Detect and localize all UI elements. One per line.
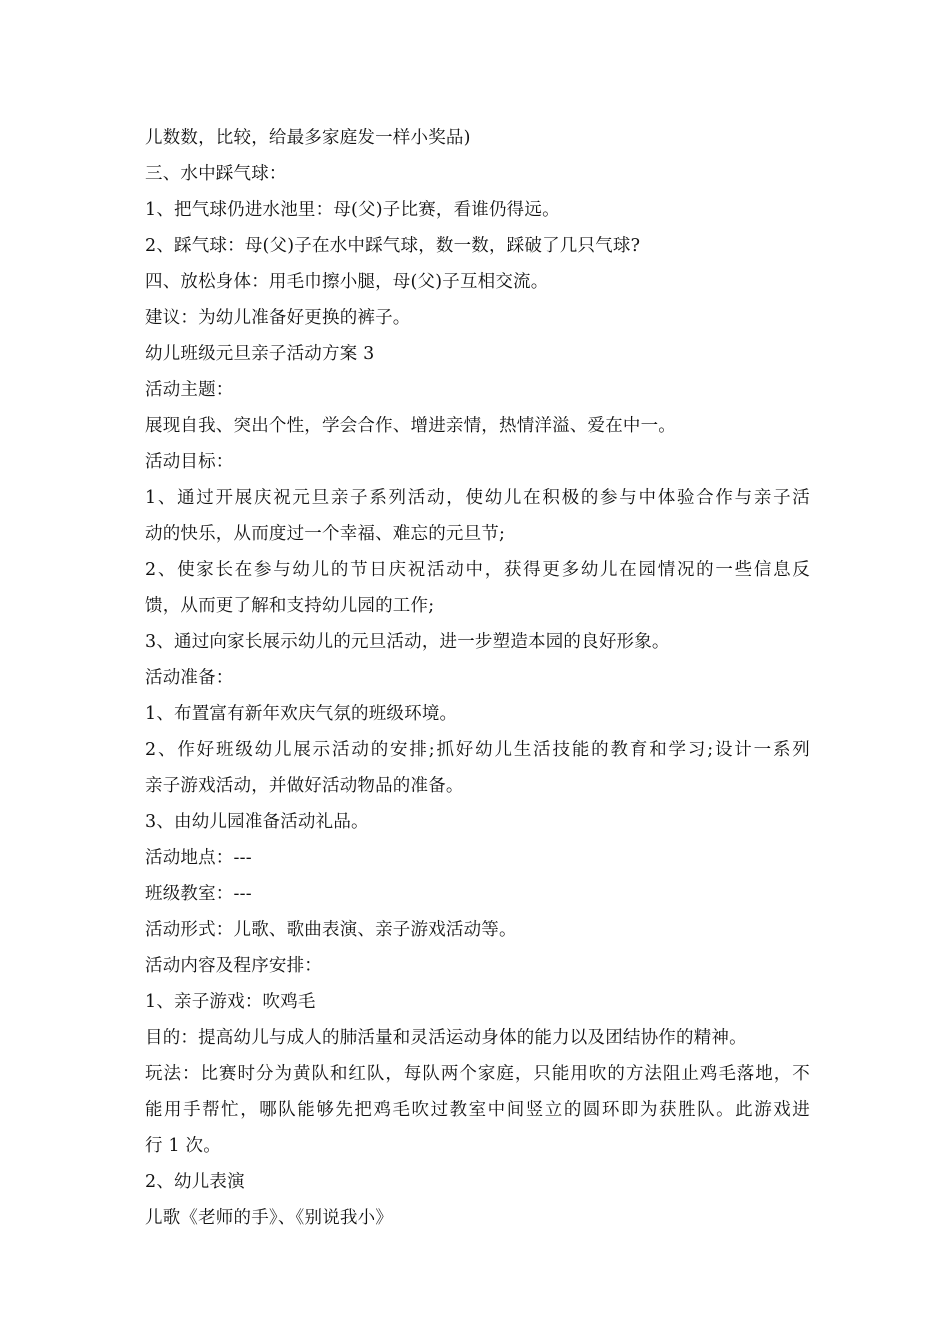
section-heading: 活动内容及程序安排：: [145, 956, 322, 976]
text-line: 四、放松身体：用毛巾擦小腿，母(父)子互相交流。: [145, 272, 549, 292]
section-heading: 活动准备：: [145, 668, 234, 688]
text-line: 馈，从而更了解和支持幼儿园的工作;: [145, 596, 435, 616]
text-line: 1、布置富有新年欢庆气氛的班级环境。: [145, 704, 458, 724]
text-line: 能用手帮忙，哪队能够先把鸡毛吹过教室中间竖立的圆环即为获胜队。此游戏进: [145, 1100, 810, 1120]
section-heading: 活动目标：: [145, 452, 234, 472]
text-line: 建议：为幼儿准备好更换的裤子。: [145, 308, 411, 328]
text-line: 2、使家长在参与幼儿的节日庆祝活动中，获得更多幼儿在园情况的一些信息反: [145, 560, 810, 580]
section-heading: 活动主题：: [145, 380, 234, 400]
text-line: 2、作好班级幼儿展示活动的安排;抓好幼儿生活技能的教育和学习;设计一系列: [145, 740, 810, 760]
text-line: 儿歌《老师的手》、《别说我小》: [145, 1208, 393, 1228]
text-line: 活动形式：儿歌、歌曲表演、亲子游戏活动等。: [145, 920, 517, 940]
text-line: 2、幼儿表演: [145, 1172, 245, 1192]
text-line: 班级教室：---: [145, 884, 252, 904]
text-line: 目的：提高幼儿与成人的肺活量和灵活运动身体的能力以及团结协作的精神。: [145, 1028, 747, 1048]
text-line: 1、把气球仍进水池里：母(父)子比赛，看谁仍得远。: [145, 200, 560, 220]
text-line: 玩法：比赛时分为黄队和红队，每队两个家庭，只能用吹的方法阻止鸡毛落地，不: [145, 1064, 810, 1084]
text-line: 行 1 次。: [145, 1136, 221, 1156]
section-heading: 三、水中踩气球：: [145, 164, 287, 184]
text-line: 活动地点：---: [145, 848, 252, 868]
text-line: 3、由幼儿园准备活动礼品。: [145, 812, 369, 832]
text-line: 亲子游戏活动，并做好活动物品的准备。: [145, 776, 464, 796]
text-line: 1、亲子游戏：吹鸡毛: [145, 992, 316, 1012]
text-line: 儿数数，比较，给最多家庭发一样小奖品): [145, 128, 471, 148]
text-line: 1、通过开展庆祝元旦亲子系列活动，使幼儿在积极的参与中体验合作与亲子活: [145, 488, 810, 508]
document-title: 幼儿班级元旦亲子活动方案 3: [145, 344, 375, 364]
document-body: [145, 120, 810, 1236]
text-line: 动的快乐，从而度过一个幸福、难忘的元旦节;: [145, 524, 506, 544]
text-line: 2、踩气球：母(父)子在水中踩气球，数一数，踩破了几只气球?: [145, 236, 641, 256]
text-line: 展现自我、突出个性，学会合作、增进亲情，热情洋溢、爱在中一。: [145, 416, 676, 436]
text-line: 3、通过向家长展示幼儿的元旦活动，进一步塑造本园的良好形象。: [145, 632, 670, 652]
